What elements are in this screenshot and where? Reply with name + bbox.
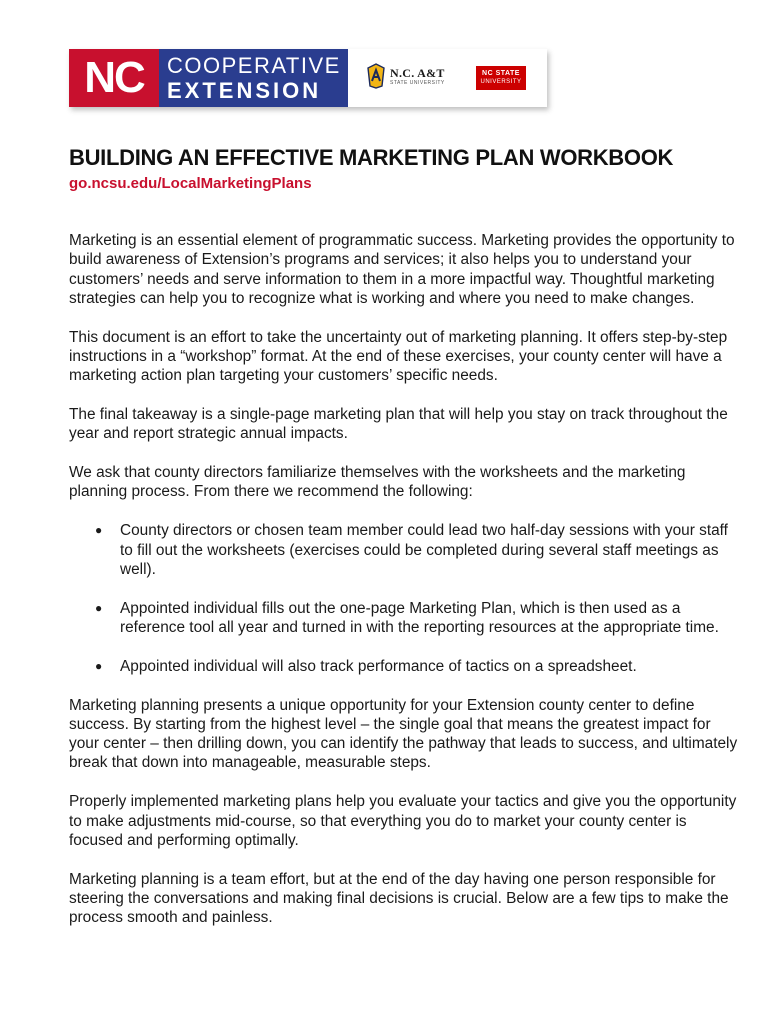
nc-state-line2: UNIVERSITY	[480, 79, 522, 85]
nc-state-line1: NC STATE	[482, 70, 520, 77]
nc-at-name: N.C. A&T	[390, 65, 445, 80]
document-title: BUILDING AN EFFECTIVE MARKETING PLAN WORKBOOK	[69, 145, 674, 170]
nc-at-subtitle: STATE UNIVERSITY	[390, 79, 445, 86]
body-paragraph: Marketing is an essential element of programmatic success. Marketing provides the opportunity to build awareness of Extension’s programs and services; it also helps you to understand your customers’ needs and serve information to them in a more impactful way. Thoughtful marketing strategies can help you to recognize what is working and where you need to make changes.	[69, 232, 735, 307]
body-paragraph: Marketing planning presents a unique opportunity for your Extension county center to define success. By starting from the highest level – the single goal that means the greatest impact for your center – then drilling down, you can identify the pathway that leads to success, and ultimately break that down into manageable, measurable steps.	[69, 696, 738, 772]
logo-banner	[69, 49, 547, 107]
list-item: ● Appointed individual fills out the one-page Marketing Plan, which is then used as a reference tool all year and turned in with the reporting resources at the appropriate time.	[120, 599, 741, 638]
list-item: ● County directors or chosen team member could lead two half-day sessions with your staff to fill out the worksheets (exercises could be completed during several staff meetings as well).	[120, 521, 741, 579]
list-item: ● Appointed individual will also track performance of tactics on a spreadsheet.	[120, 657, 741, 676]
recommendation-list	[69, 521, 741, 676]
workbook-link[interactable]: go.ncsu.edu/LocalMarketingPlans	[69, 175, 312, 192]
logo-line-cooperative: COOPERATIVE	[167, 53, 341, 78]
body-paragraph: This document is an effort to take the uncertainty out of marketing planning. It offers step-by-step instructions in a “workshop” format. At the end of these exercises, your county center will have a marketing action plan targeting your customers’ specific needs.	[69, 328, 728, 385]
cooperative-extension-logo	[69, 49, 348, 107]
logo-line-extension: EXTENSION	[167, 78, 322, 103]
body-paragraph: The final takeaway is a single-page marketing plan that will help you stay on track throughout the year and report strategic annual impacts.	[69, 406, 728, 443]
body-paragraph: Properly implemented marketing plans help you evaluate your tactics and give you the opportunity to make adjustments mid-course, so that everything you do to market your county center is focused and performing optimally.	[69, 793, 737, 849]
nc-logo-mark: NC	[69, 49, 159, 107]
body-paragraph: We ask that county directors familiarize themselves with the worksheets and the marketing planning process. From there we recommend the following:	[69, 464, 686, 501]
nc-state-logo	[476, 66, 526, 90]
document-body	[69, 231, 741, 947]
aggie-shield-icon	[366, 63, 386, 89]
nc-at-logo	[366, 63, 445, 89]
body-paragraph: Marketing planning is a team effort, but at the end of the day having one person responsible for steering the conversations and making final decisions is crucial. Below are a few tips to make the process smooth and painless.	[69, 870, 729, 927]
